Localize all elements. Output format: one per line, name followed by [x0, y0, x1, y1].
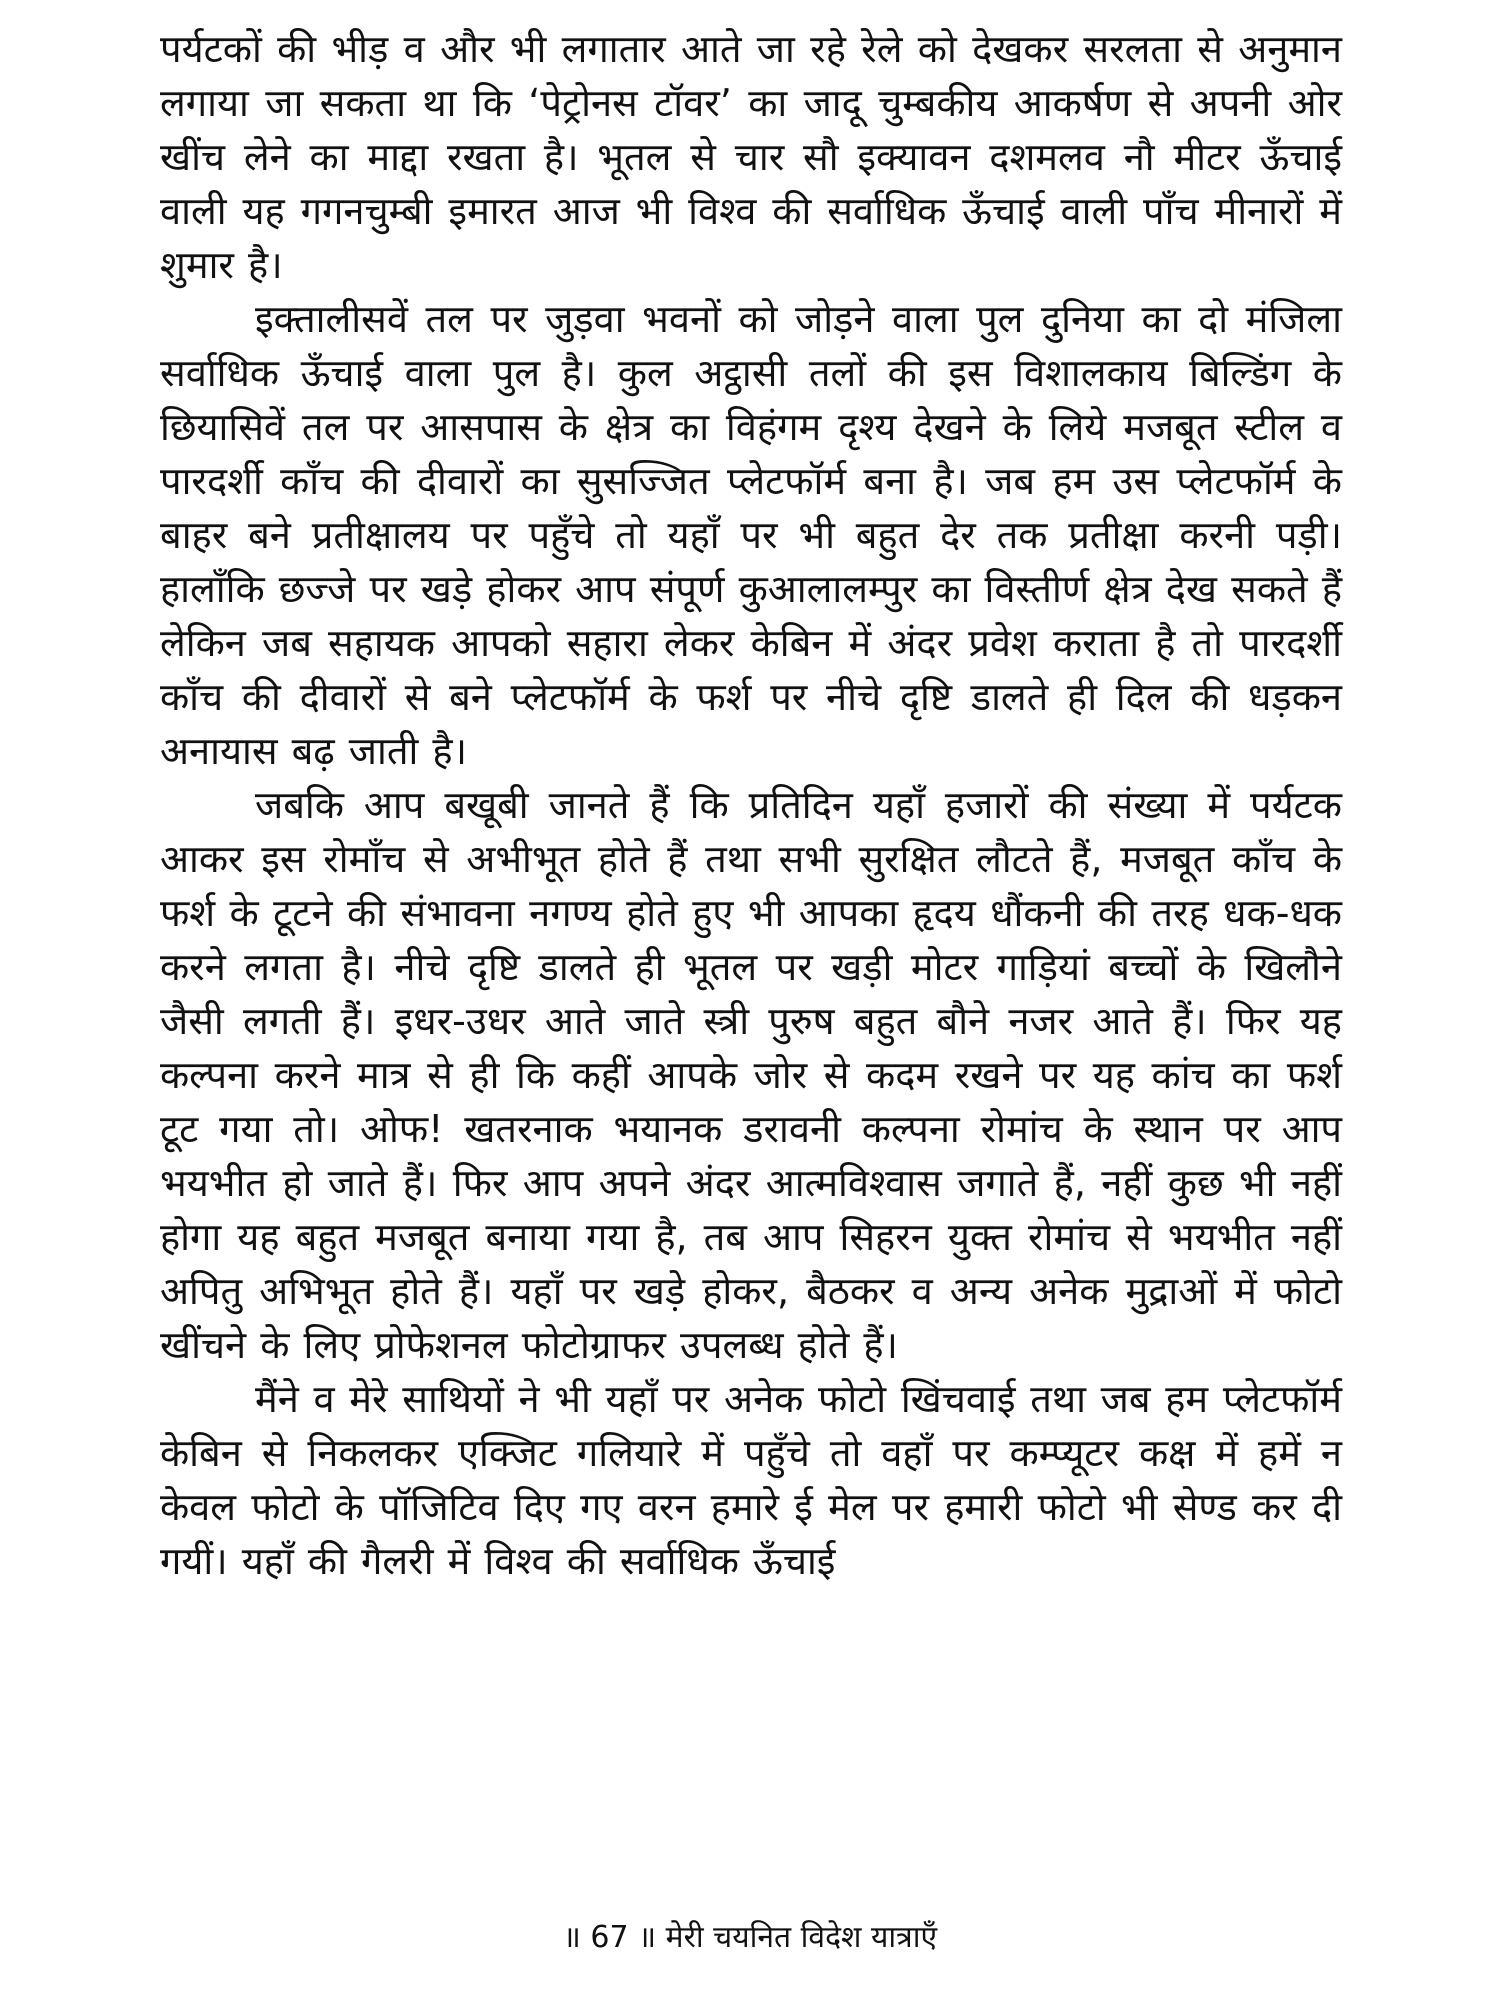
- paragraph-3: जबकि आप बखूबी जानते हैं कि प्रतिदिन यहाँ हजारों की संख्या में पर्यटक आकर इस रोमाँच से अभीभूत होते हैं तथा सभी सुरक्षित लौटते हैं, मजबूत काँच के फर्श के टूटने की संभावना नगण्य होते हुए भी आपका हृदय धौंकनी की तरह धक-धक करने लगता है। नीचे दृष्टि डालते ही भूतल पर खड़ी मोटर गाड़ियां बच्चों के खिलौने जैसी लगती हैं। इधर-उधर आते जाते स्त्री पुरुष बहुत बौने नजर आते हैं। फिर यह कल्पना करने मात्र से ही कि कहीं आपके जोर से कदम रखने पर यह कांच का फर्श टूट गया तो। ओफ! खतरनाक भयानक डरावनी कल्पना रोमांच के स्थान पर आप भयभीत हो जाते हैं। फिर आप अपने अंदर आत्मविश्वास जगाते हैं, नहीं कुछ भी नहीं होगा यह बहुत मजबूत बनाया गया है, तब आप सिहरन युक्त रोमांच से भयभीत नहीं अपितु अभिभूत होते हैं। यहाँ पर खड़े होकर, बैठकर व अन्य अनेक मुद्राओं में फोटो खींचने के लिए प्रोफेशनल फोटोग्राफर उपलब्ध होते हैं।: [160, 783, 1342, 1367]
- paragraph-1: पर्यटकों की भीड़ व और भी लगातार आते जा रहे रेले को देखकर सरलता से अनुमान लगाया जा सकता था कि ‘पेट्रोनस टॉवर’ का जादू चुम्बकीय आकर्षण से अपनी ओर खींच लेने का माद्दा रखता है। भूतल से चार सौ इक्यावन दशमलव नौ मीटर ऊँचाई वाली यह गगनचुम्बी इमारत आज भी विश्व की सर्वाधिक ऊँचाई वाली पाँच मीनारों में शुमार है।: [160, 27, 1342, 287]
- page-footer: ॥ 67 ॥ मेरी चयनित विदेश यात्राएँ: [562, 1920, 938, 1955]
- paragraph-2: इक्तालीसवें तल पर जुड़वा भवनों को जोड़ने वाला पुल दुनिया का दो मंजिला सर्वाधिक ऊँचाई वाला पुल है। कुल अट्ठासी तलों की इस विशालकाय बिल्डिंग के छियासिवें तल पर आसपास के क्षेत्र का विहंगम दृश्य देखने के लिये मजबूत स्टील व पारदर्शी काँच की दीवारों का सुसज्जित प्लेटफॉर्म बना है। जब हम उस प्लेटफॉर्म के बाहर बने प्रतीक्षालय पर पहुँचे तो यहाँ पर भी बहुत देर तक प्रतीक्षा करनी पड़ी। हालाँकि छज्जे पर खड़े होकर आप संपूर्ण कुआलालम्पुर का विस्तीर्ण क्षेत्र देख सकते हैं लेकिन जब सहायक आपको सहारा लेकर केबिन में अंदर प्रवेश कराता है तो पारदर्शी काँच की दीवारों से बने प्लेटफॉर्म के फर्श पर नीचे दृष्टि डालते ही दिल की धड़कन अनायास बढ़ जाती है।: [160, 297, 1342, 773]
- paragraph-4: मैंने व मेरे साथियों ने भी यहाँ पर अनेक फोटो खिंचवाई तथा जब हम प्लेटफॉर्म केबिन से निकलकर एक्जिट गलियारे में पहुँचे तो वहाँ पर कम्प्यूटर कक्ष में हमें न केवल फोटो के पॉजिटिव दिए गए वरन हमारे ई मेल पर हमारी फोटो भी सेण्ड कर दी गयीं। यहाँ की गैलरी में विश्व की सर्वाधिक ऊँचाई: [160, 1377, 1342, 1583]
